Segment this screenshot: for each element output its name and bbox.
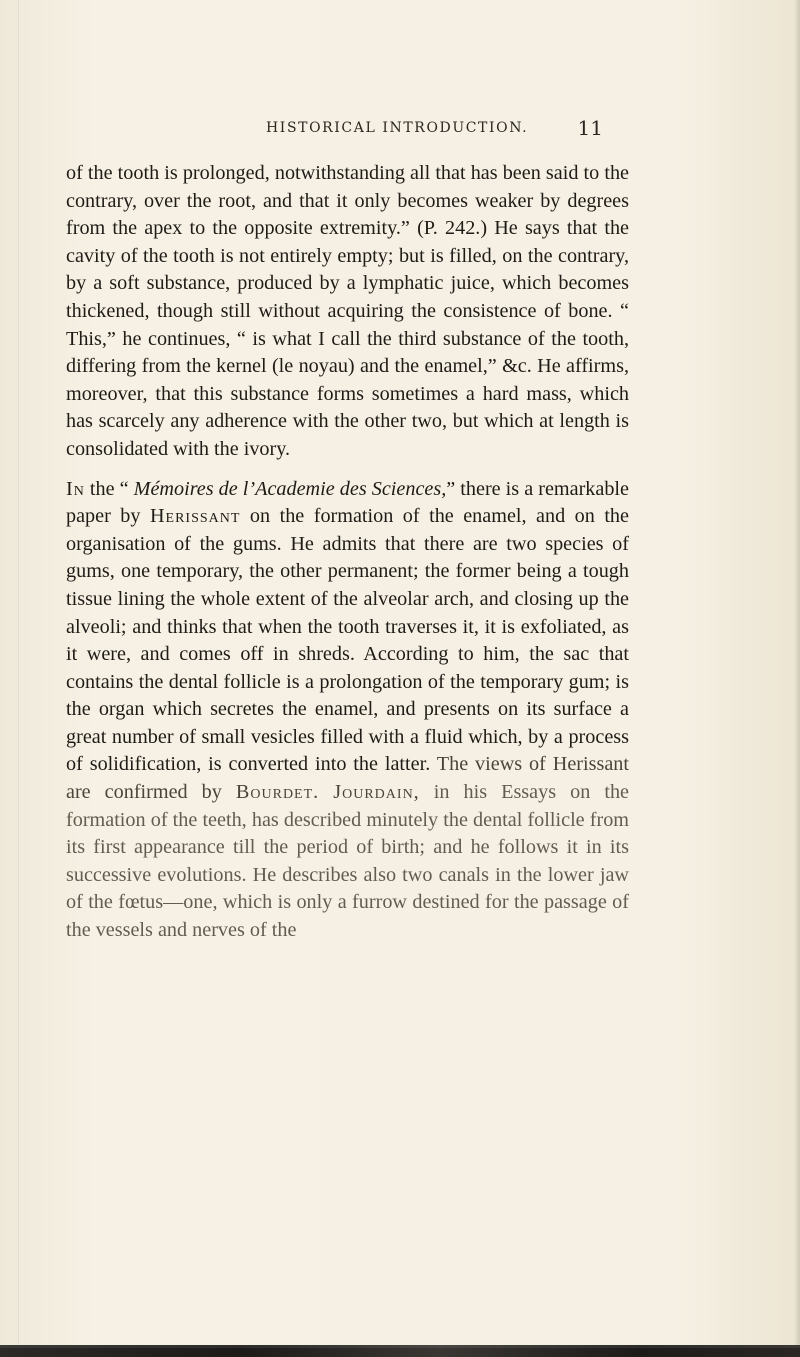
author-bourdet: Bourdet. xyxy=(235,781,320,804)
publication-title: Mémoires de l’Academie des Sciences, xyxy=(133,477,447,500)
gutter-line xyxy=(18,0,19,1357)
page-number: 11 xyxy=(577,116,603,140)
body-text xyxy=(66,160,629,945)
para2-text-e xyxy=(319,781,333,803)
para2-lead-word: In xyxy=(66,477,85,500)
para2-text-a: the “ xyxy=(84,477,134,500)
paragraph-2 xyxy=(66,476,629,945)
para2-text-f: in his Essays on the formation of the teeth, has described minutely the dental follicle from its first appearance till the period of birth; and he follows it in its successive evolutions. He describes also two canals in the lower jaw of the fœtus—one, which is only a furrow destined for the passage of the vessels and nerves of the xyxy=(66,781,629,942)
scan-bottom-edge xyxy=(0,1345,800,1357)
page-header xyxy=(180,116,603,144)
para2-text-c: on the formation of the enamel, and on the organisation of the gums. He admits that there are two species of gums, one temporary, the other permanent; the former being a tough tissue lining the whole extent of the alveolar arch, and closing up the alveoli; and thinks that when the tooth traverses it, it is exfoliated, as it were, and comes off in shreds. According to him, the sac that contains the dental follicle is a prolongation of the temporary gum; is the organ which secretes the enamel, and presents on its surface a great number of small vesicles filled with a fluid which, by a process of solidification, is converted into the latter. xyxy=(66,505,629,776)
para2-text-d: The views of Herissant are confirmed by xyxy=(66,753,629,804)
author-herissant: Herissant xyxy=(149,505,241,528)
page-edge-shadow xyxy=(794,0,800,1345)
paragraph-1: of the tooth is prolonged, notwithstanding all that has been said to the contrary, over the root, and that it only becomes weaker by degrees from the apex to the opposite extremity.” (P. 242.) He says that the cavity of the tooth is not entirely empty; but is filled, on the contrary, by a soft substance, produced by a lymphatic juice, which becomes thickened, though still without acquiring the consistence of bone. “ This,” he continues, “ is what I call the third substance of the tooth, differing from the kernel (le noyau) and the enamel,” &c. He affirms, moreover, that this substance forms sometimes a hard mass, which has scarcely any adherence with the other two, but which at length is consolidated with the ivory. xyxy=(66,162,629,460)
author-jourdain: Jourdain, xyxy=(333,781,420,804)
para2-text-b: ” there is a remarkable paper by xyxy=(66,477,630,528)
running-head: HISTORICAL INTRODUCTION. xyxy=(266,120,529,136)
